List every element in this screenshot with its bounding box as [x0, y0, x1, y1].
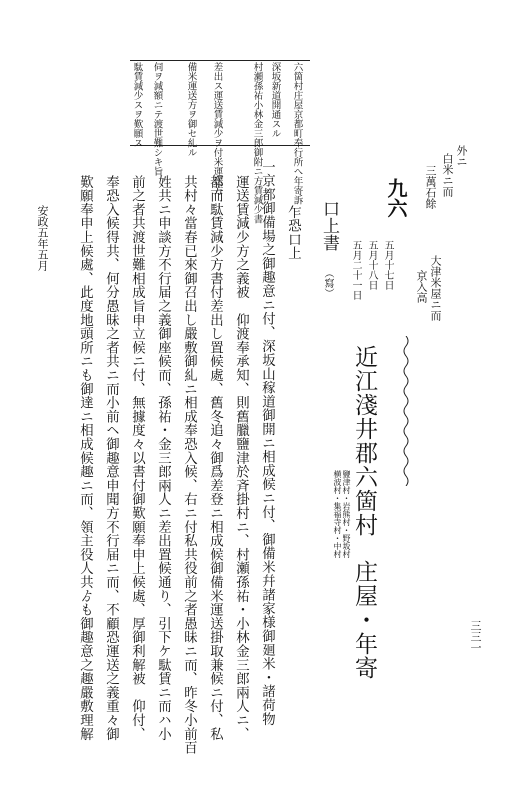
section-title: 口上書: [319, 200, 339, 251]
village-name: 近江淺井郡六箇村: [351, 345, 377, 537]
top-item-line: 三萬石餘: [424, 165, 437, 209]
section-date: 五月十七日: [382, 240, 393, 290]
top-item-line: 京入高: [415, 270, 428, 303]
body-line: 歎願奉申上候處、此度地頭所ニも御達ニ相成候趣ニ而、領主役人共ゟも御趣意之趣嚴敷理解: [77, 175, 93, 741]
village-role: 庄屋・年寄: [351, 560, 377, 680]
section-date: 五月十八日: [366, 240, 377, 290]
section-title-note: （寫）: [322, 268, 333, 298]
header-cell: 駄賃減少スヲ歎願ス: [131, 62, 143, 148]
body-line: 都而駄賃減少方書付差出し置候處、舊冬追々御爲差登ニ相成候御備米運送掛取兼候ニ付、私: [207, 175, 223, 741]
section-number: 九六: [384, 178, 408, 218]
header-cell: 村瀬孫祐小林金三郎御附ニ方賃減少書: [251, 62, 263, 224]
header-cell: 伺ヲ減額ニテ渡世難シキ旨: [151, 62, 163, 176]
village-note: 横波村・集福寺村・中村: [333, 470, 342, 558]
section-date: 五月二十一日: [350, 240, 361, 300]
body-line: 前之者共渡世難相成旨申立候ニ付、無據度々以書付御歎願奉申上候處、厚御利解被 仰付、: [129, 175, 145, 741]
body-line: 共村々當春已來御召出し嚴敷御糺ニ相成奉恐入候、右ニ付私共役前之者愚昧ニ而、昨冬小前百: [181, 175, 197, 755]
body-line: 一京都御備場之御趣意ニ付、深坂山稼道御開ニ相成候ニ付、御備米幷諸家様御廻米・諸荷物: [259, 160, 275, 726]
header-rule-top: [130, 60, 310, 61]
body-line: 乍恐口上: [285, 205, 301, 261]
header-cell: 深坂新道開通スル: [269, 62, 281, 138]
top-item-line: 白米ニ而: [441, 153, 454, 197]
header-cell: 差出ス運送賃減少ヲ付米運送方: [211, 62, 223, 195]
header-cell: 備米運送方ヲ御セ糺ル: [185, 62, 197, 157]
body-line: 運送賃減少方之義被 仰渡奉承知、則舊臘鹽津於斉掛村ニ、村瀬孫祐・小林金三郎兩人ニ、: [233, 175, 249, 741]
top-item-line: 大津米屋ニ而: [429, 255, 442, 321]
body-line: 奉恐入候得共、何分愚昧之者共ニ而小前ヘ御趣意申聞方不行届ニ而、不顧恐運送之義重々御: [103, 175, 119, 741]
wavy-separator: [402, 336, 410, 486]
footer-date: 安政五年五月: [36, 205, 49, 271]
village-note: 鹽津村・岩熊村・野坂村: [342, 470, 351, 558]
page-number: 三三一: [469, 620, 482, 653]
body-line: 姓共ニ申談方不行届之義御座候而、孫祐・金三郎兩人ニ差出置候通り、引下ケ駄賃ニ而ハ小: [155, 175, 171, 741]
top-item-label: 外ニ: [455, 145, 468, 167]
header-cell: 六箇村庄屋京都町奉行所へ年寄訴: [291, 62, 303, 205]
